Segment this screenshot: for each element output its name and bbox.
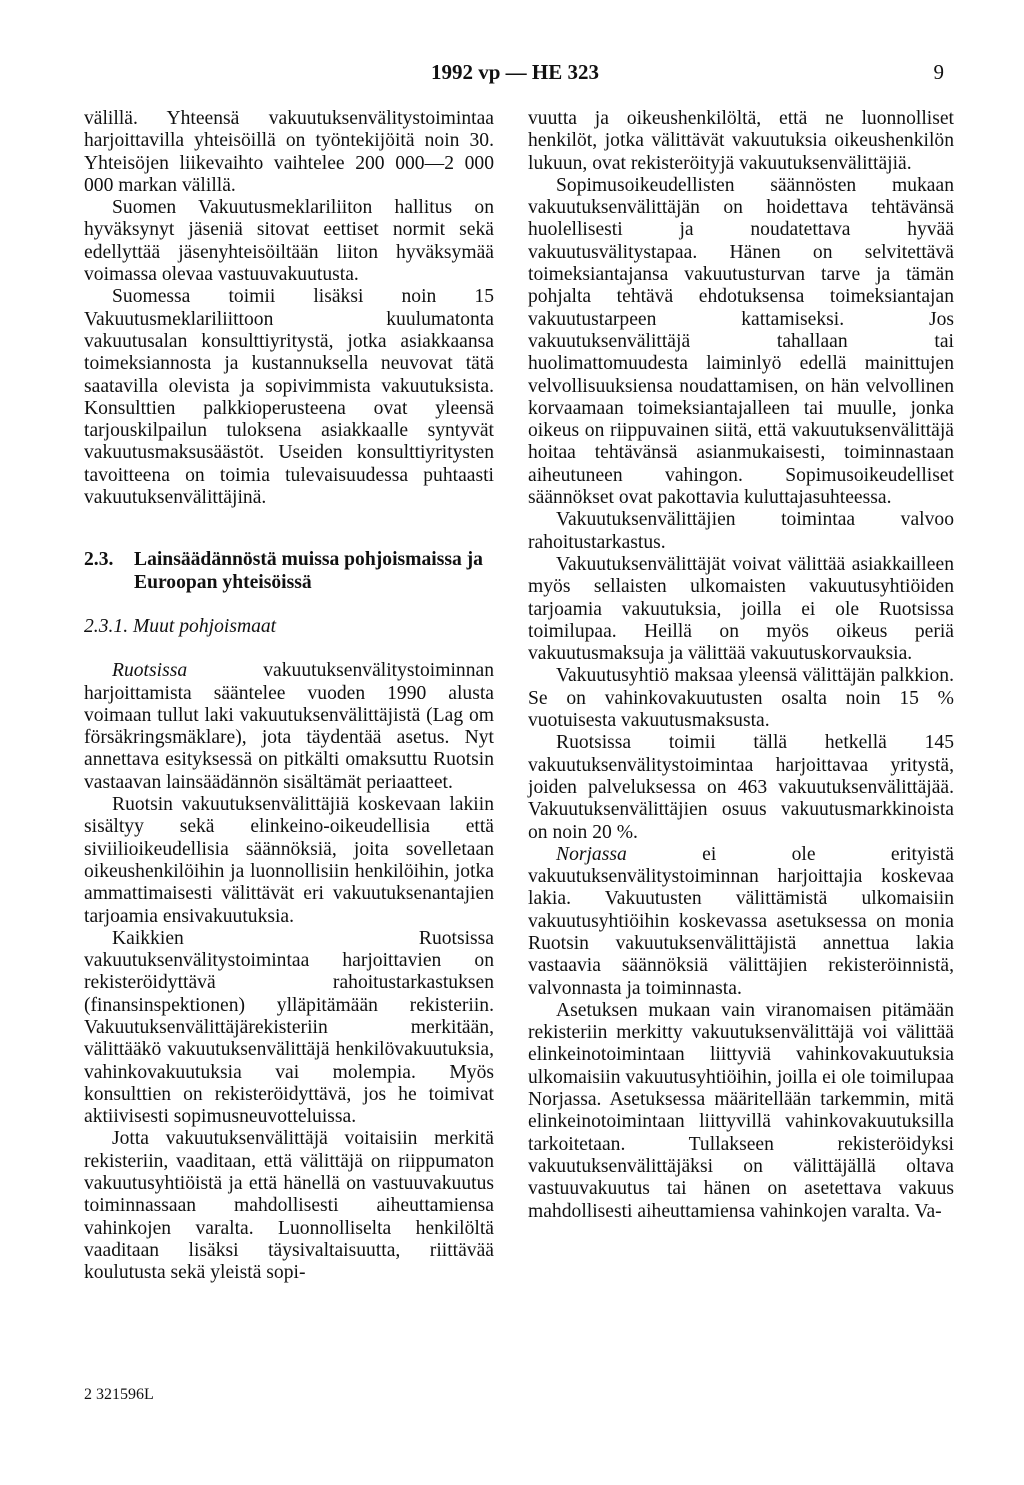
left-column bbox=[84, 108, 494, 1285]
paragraph bbox=[528, 844, 954, 1000]
page-header bbox=[0, 60, 1024, 90]
country-emphasis: Norjassa bbox=[556, 843, 627, 865]
section-heading bbox=[84, 549, 494, 594]
paragraph: Ruotsissa toimii tällä hetkellä 145 vakuutuksenvälitystoimintaa harjoittavaa yritystä, joiden palveluksessa on 463 vakuutuksenvälittäjää. Vakuutuksenvälittäjien osuus vakuutusmarkkinoista on noin 20 %. bbox=[528, 732, 954, 843]
running-head: 1992 vp — HE 323 bbox=[430, 60, 600, 84]
paragraph: Vakuutuksenvälittäjät voivat välittää asiakkailleen myös sellaisten ulkomaisten vakuutusyhtiöiden tarjoamia vakuutuksia, joilla ei ole Ruotsissa toimilupaa. Heillä on myös oikeus periä vakuutusmaksuja ja välittää vakuutuskorvauksia. bbox=[528, 553, 954, 665]
paragraph-text: vakuutuksenvälitystoiminnan harjoittamista sääntelee vuoden 1990 alusta voimaan tullut laki vakuutuksenvälittäjistä (Lag om försäkringsmäklare), jota täydentää asetus. Nyt annettava esityksessä on pitkälti omaksuttu Ruotsin vastaavan lainsäädännön sisältämät periaatteet. bbox=[84, 660, 494, 793]
paragraph: Kaikkien Ruotsissa vakuutuksenvälitystoimintaa harjoittavien on rekisteröidyttävä rahoitustarkastuksen (finansinspektionen) ylläpitämään rekisteriin. Vakuutuksenvälittäjärekisteriin merkitään, välittääkö vakuutuksenvälittäjä henkilövakuutuksia, vahinkovakuutuksia vai molempia. Myös konsulttien on rekisteröidyttävä, jos he toimivat aktiivisesti sopimusneuvotteluissa. bbox=[84, 927, 494, 1128]
paragraph: Asetuksen mukaan vain viranomaisen pitämään rekisteriin merkitty vakuutuksenvälittäjä voi välittää elinkeinotoimintaan liittyviä vahinkovakuutuksia ulkomaisiin vakuutusyhtiöihin, joilla ei ole toimilupaa Norjassa. Asetuksessa määritellään tarkemmin, mitä elinkeinotoimintaan liittyvillä vahinkovakuutuksilla tarkoitetaan. Tullakseen rekisteröidyksi vakuutuksenvälittäjäksi on välittäjällä oltava vastuuvakuutus tai hänen on asetettava vakuus mahdollisesti aiheuttamiensa vahinkojen varalta. Va- bbox=[528, 999, 954, 1222]
paragraph: Sopimusoikeudellisten säännösten mukaan vakuutuksenvälittäjän on hoidettava tehtävänsä huolellisesti ja noudatettava hyvää vakuutusvälitystapaa. Hänen on selvitettävä toimeksiantajansa vakuutusturvan tarve ja tämän pohjalta tehtävä ehdotuksensa toimeksiantajan vakuutustarpeen kattamiseksi. Jos vakuutuksenvälittäjä tahallaan tai huolimattomuudesta laiminlyö edellä mainittujen velvollisuuksiensa noudattamisen, on hän velvollinen korvaamaan toimeksiantajalleen tai muulle, jonka oikeus on riippuvainen siitä, että vakuutuksenvälittäjä hoitaa tehtävänsä asianmukaisesti, toiminnastaan aiheutuneen vahingon. Sopimusoikeudelliset säännökset ovat pakottavia kuluttajasuhteessa. bbox=[528, 174, 954, 509]
country-emphasis: Ruotsissa bbox=[112, 660, 188, 682]
right-column bbox=[528, 108, 954, 1223]
paragraph: Ruotsin vakuutuksenvälittäjiä koskevaan lakiin sisältyy sekä elinkeino-oikeudellisia että siviilioikeudellisia säännöksiä, joita sovelletaan oikeushenkilöihin ja luonnollisiin henkilöihin, jotka ammattimaisesti välittävät eri vakuutuksenantajien tarjoamia ensivakuutuksia. bbox=[84, 794, 494, 927]
paragraph: Suomessa toimii lisäksi noin 15 Vakuutusmeklariliittoon kuulumatonta vakuutusalan konsulttiyritystä, jotka asiakkaansa toimeksiannosta ja kustannuksella neuvovat tätä saatavilla olevista ja sopivimmista vakuutuksista. Konsulttien palkkioperusteena ovat yleensä tarjouskilpailun tuloksena asiakkaalle syntyvät vakuutusmaksusäästöt. Useiden konsulttiyritysten tavoitteena on toimia tulevaisuudessa puhtaasti vakuutuksenvälittäjinä. bbox=[84, 286, 494, 509]
print-code: 2 321596L bbox=[84, 1386, 154, 1403]
page-number: 9 bbox=[933, 60, 944, 84]
paragraph: Vakuutuksenvälittäjien toimintaa valvoo rahoitustarkastus. bbox=[528, 509, 954, 553]
paragraph: vuutta ja oikeushenkilöltä, että ne luonnolliset henkilöt, jotka välittävät vakuutuksia oikeushenkilön lukuun, ovat rekisteröityjä vakuutuksenvälittäjiä. bbox=[528, 108, 954, 174]
paragraph: Vakuutusyhtiö maksaa yleensä välittäjän palkkion. Se on vahinkovakuutusten osalta noin 15 % vuotuisesta vakuutusmaksusta. bbox=[528, 665, 954, 732]
section-number: 2.3. bbox=[84, 549, 114, 571]
paragraph: Suomen Vakuutusmeklariliiton hallitus on hyväksynyt jäseniä sitovat eettiset normit sekä edellyttää jäsenyhteisöiltään liiton hyväksymää voimassa olevaa vastuuvakuutusta. bbox=[84, 197, 494, 286]
section-title: Lainsäädännöstä muissa pohjoismaissa ja Euroopan yhteisöissä bbox=[134, 549, 483, 593]
paragraph: Jotta vakuutuksenvälittäjä voitaisiin merkitä rekisteriin, vaaditaan, että välittäjä on riippumaton vakuutusyhtiöistä ja että hänellä on vastuuvakuutus toiminnassaan mahdollisesti aiheuttamiensa vahinkojen varalta. Luonnolliselta henkilöltä vaaditaan lisäksi täysivaltaisuutta, riittävää koulutusta sekä yleistä sopi- bbox=[84, 1128, 494, 1284]
paragraph: välillä. Yhteensä vakuutuksenvälitystoimintaa harjoittavilla yhteisöillä on työntekijöitä noin 30. Yhteisöjen liikevaihto vaihtelee 200 000—2 000 000 markan välillä. bbox=[84, 108, 494, 196]
paragraph-text: ei ole erityistä vakuutuksenvälitystoiminnan harjoittajia koskevaa lakia. Vakuutusten välittämistä ulkomaisiin vakuutusyhtiöihin koskevassa asetuksessa on monia Ruotsin vakuutuksenvälittäjistä annettua lakia vastaavia säännöksiä välittäjien rekisteröinnistä, valvonnasta ja toiminnasta. bbox=[528, 843, 954, 999]
paragraph bbox=[84, 660, 494, 794]
subsection-heading: 2.3.1. Muut pohjoismaat bbox=[84, 615, 277, 637]
